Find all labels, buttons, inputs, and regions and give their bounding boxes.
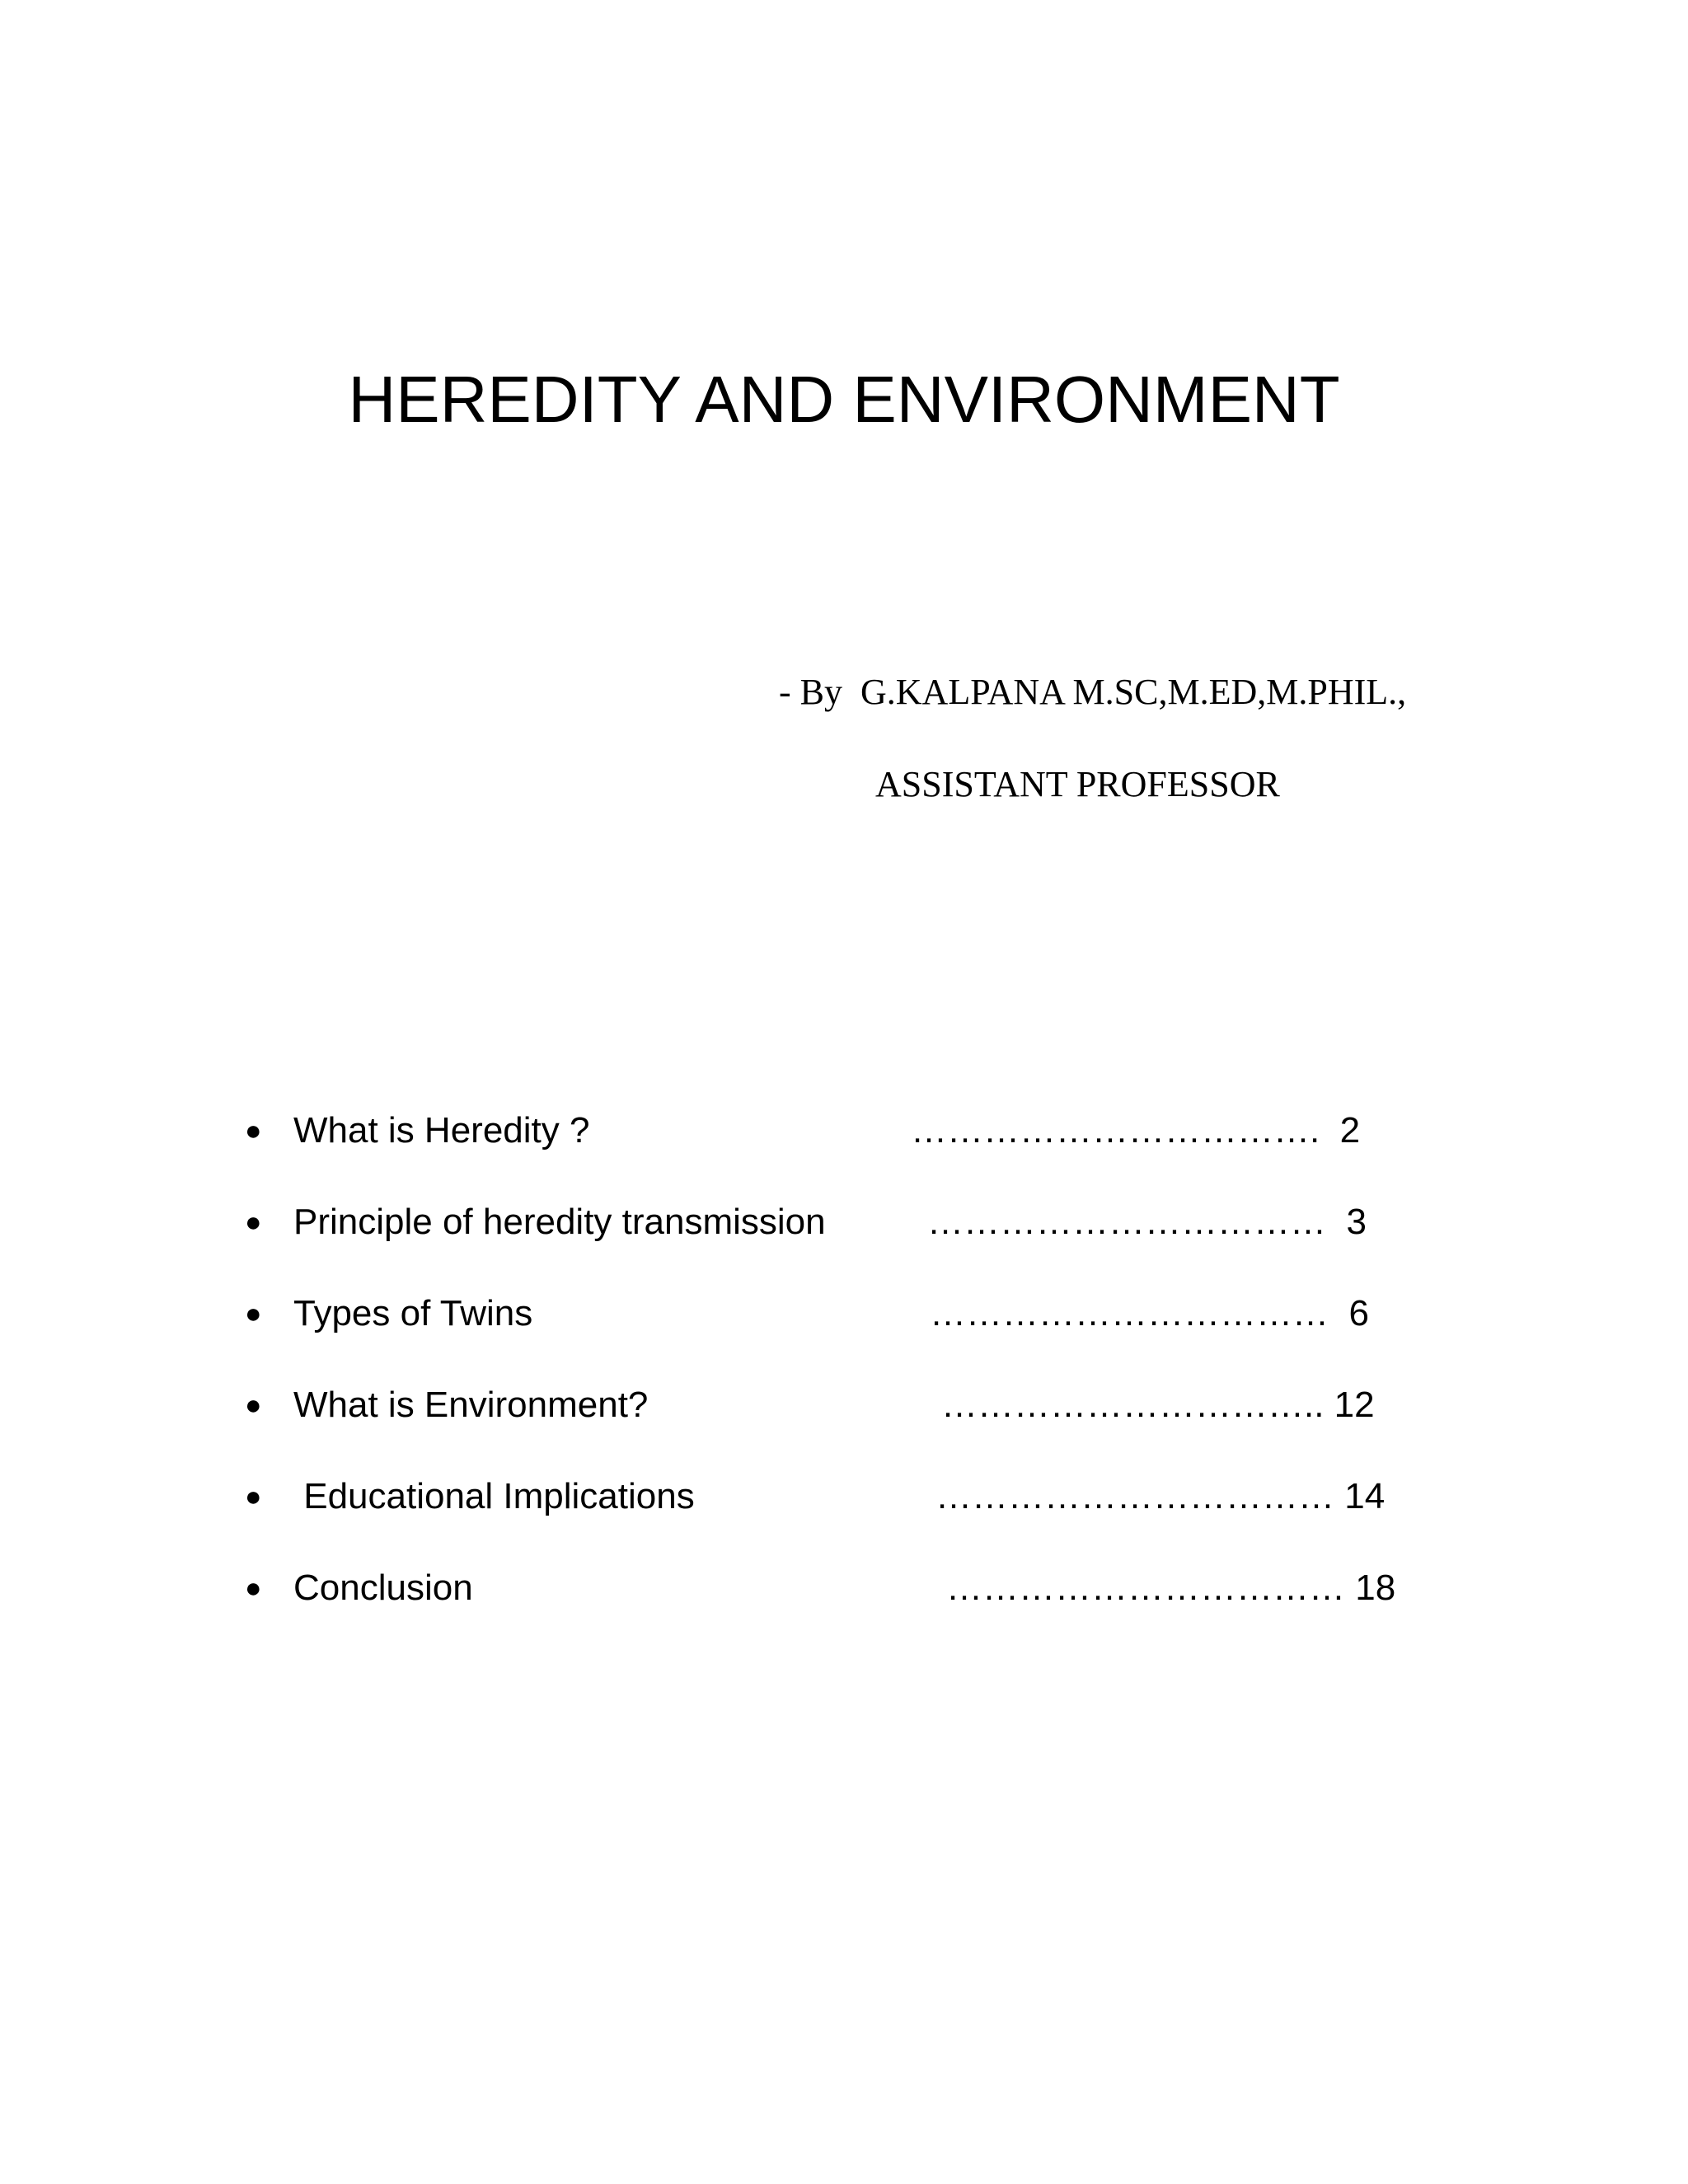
toc-item-conclusion [0,1563,1688,1613]
author-byline: - By G.KALPANA M.SC,M.ED,M.PHIL., [779,672,1407,712]
bullet-icon: ● [245,1481,262,1512]
toc-item-educational-implications [0,1472,1688,1521]
bullet-icon: ● [245,1115,262,1146]
toc-item-label: Types of Twins [293,1293,533,1333]
toc-item-label: Conclusion [293,1568,473,1608]
bullet-icon: ● [245,1572,262,1604]
toc-item-what-is-heredity [0,1106,1688,1155]
document-title: HEREDITY AND ENVIRONMENT [348,363,1340,436]
toc-item-types-of-twins [0,1289,1688,1338]
toc-item-page: …………………………… 14 [935,1476,1386,1516]
toc-item-page: …………………………… 6 [930,1293,1369,1333]
toc-item-label: What is Environment? [293,1385,649,1425]
author-role: ASSISTANT PROFESSOR [875,764,1280,804]
toc-item-label: What is Heredity ? [293,1110,590,1151]
toc-item-page: ………………………….. 12 [941,1385,1375,1425]
bullet-icon: ● [245,1390,262,1421]
toc-item-page: …………………………… 3 [927,1202,1367,1242]
toc-item-page: …………………………… 18 [946,1568,1396,1608]
toc-item-what-is-environment [0,1380,1688,1430]
bullet-icon: ● [245,1298,262,1329]
toc-item-principle-of-heredity-transmission [0,1197,1688,1247]
toc-item-label: Educational Implications [293,1476,695,1516]
bullet-icon: ● [245,1207,262,1238]
toc-item-page: ……………………………. 2 [911,1110,1361,1151]
toc-item-label: Principle of heredity transmission [293,1202,826,1242]
